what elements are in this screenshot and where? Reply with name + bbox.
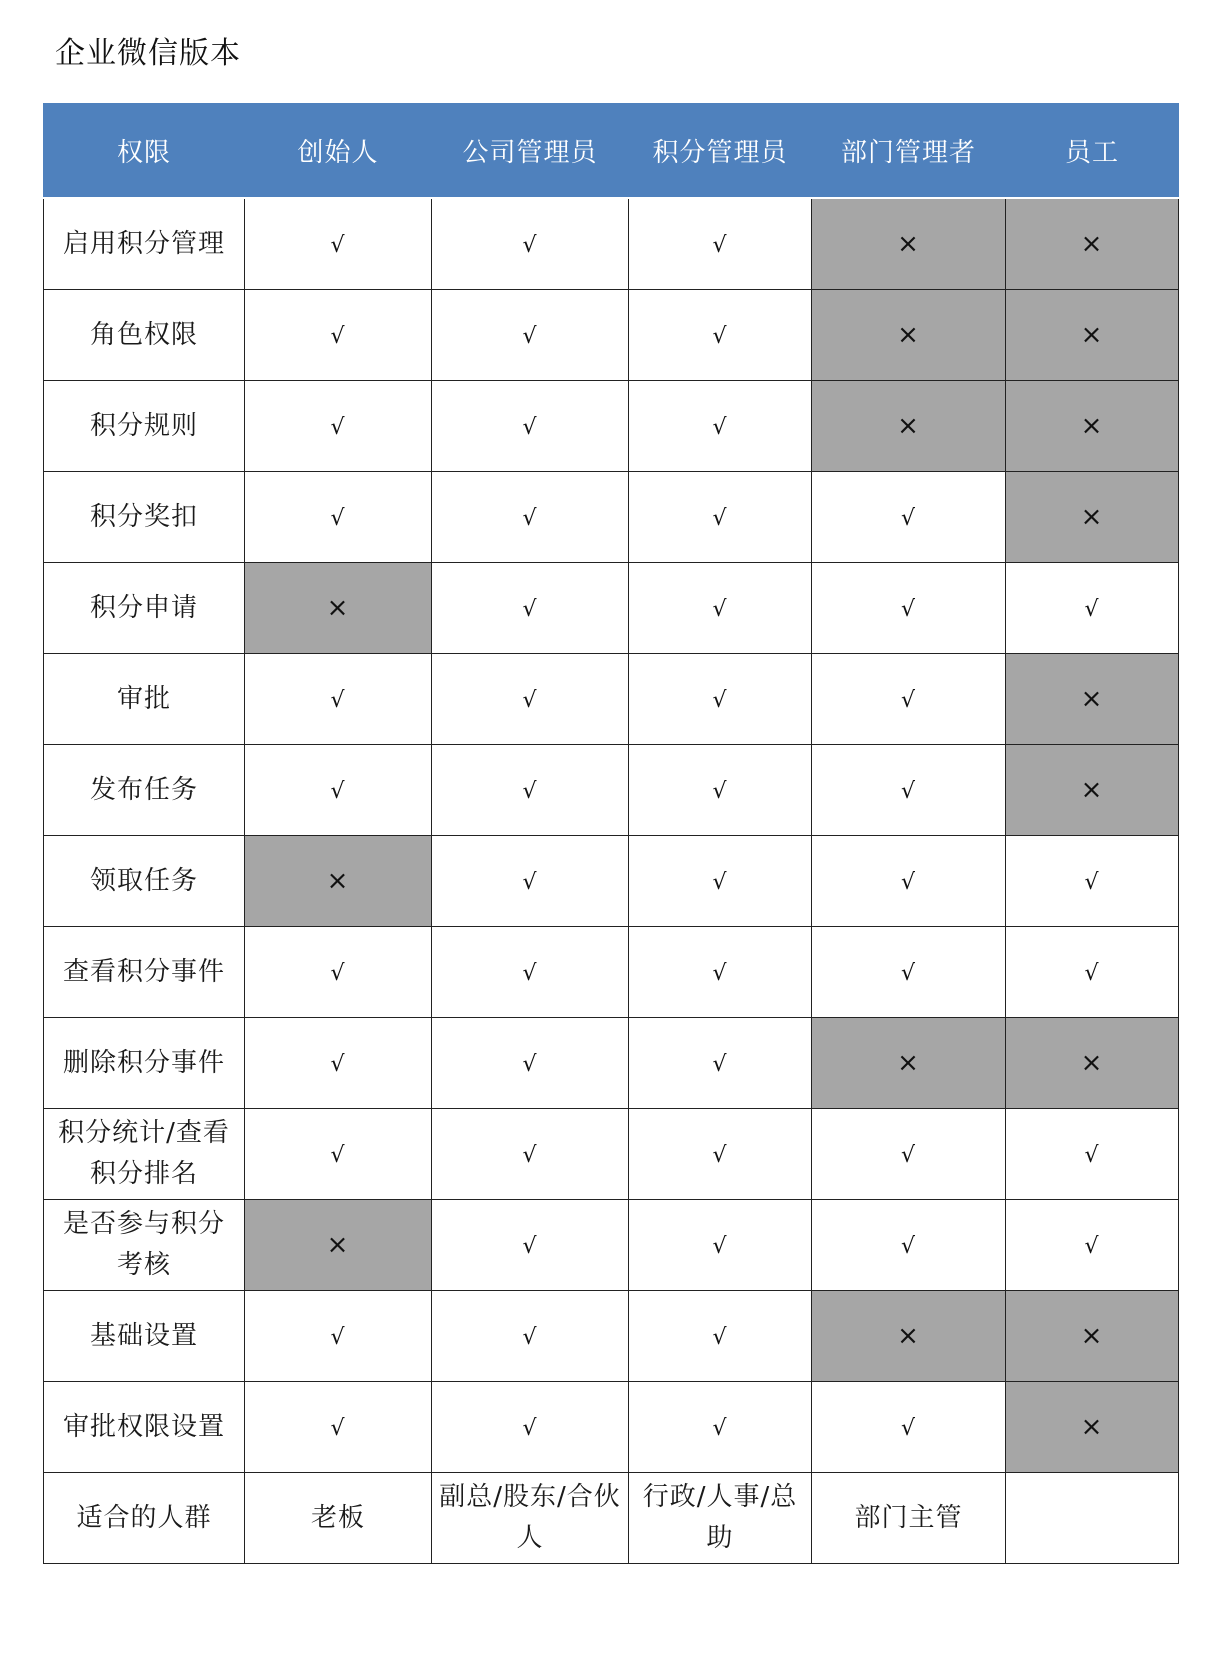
cross-icon: ×: [1080, 410, 1104, 441]
check-icon: √: [712, 1142, 728, 1168]
cell-employee: [1006, 290, 1179, 381]
check-icon: √: [1084, 1233, 1100, 1259]
check-icon: √: [522, 1051, 538, 1077]
table-row-audience: [44, 1473, 1179, 1564]
cross-icon: ×: [1080, 1047, 1104, 1078]
cross-icon: ×: [1080, 1411, 1104, 1442]
table-row: [44, 563, 1179, 654]
cell-founder: [245, 654, 432, 745]
header-row: [44, 104, 1179, 199]
cell-company-admin: [432, 1382, 629, 1473]
cell-founder: [245, 1291, 432, 1382]
permission-name: 启用积分管理: [44, 198, 245, 290]
check-icon: √: [522, 505, 538, 531]
cell-points-admin: [629, 472, 812, 563]
check-icon: √: [330, 778, 346, 804]
header-points-admin: 积分管理员: [629, 104, 812, 199]
check-icon: √: [522, 687, 538, 713]
page-title: 企业微信版本: [55, 36, 241, 71]
table-row: [44, 1291, 1179, 1382]
check-icon: √: [522, 960, 538, 986]
cell-founder: [245, 472, 432, 563]
audience-founder: 老板: [245, 1473, 432, 1564]
header-permission: 权限: [44, 104, 245, 199]
audience-company-admin: 副总/股东/合伙人: [432, 1473, 629, 1564]
check-icon: √: [330, 1142, 346, 1168]
cell-founder: [245, 381, 432, 472]
cell-points-admin: [629, 927, 812, 1018]
check-icon: √: [900, 1142, 917, 1168]
cell-company-admin: [432, 654, 629, 745]
check-icon: √: [1084, 596, 1100, 622]
table-row: [44, 472, 1179, 563]
table-row: [44, 1018, 1179, 1109]
audience-dept-manager: 部门主管: [812, 1473, 1006, 1564]
check-icon: √: [712, 1324, 728, 1350]
cell-dept-manager: [812, 745, 1006, 836]
cell-company-admin: [432, 1109, 629, 1200]
table-row: [44, 1109, 1179, 1200]
cell-company-admin: [432, 472, 629, 563]
check-icon: √: [712, 1415, 728, 1441]
cell-founder: [245, 745, 432, 836]
cell-points-admin: [629, 1109, 812, 1200]
check-icon: √: [712, 960, 728, 986]
permission-name: 查看积分事件: [44, 927, 245, 1018]
table-row: [44, 1382, 1179, 1473]
cell-dept-manager: [812, 563, 1006, 654]
check-icon: √: [900, 869, 917, 895]
cell-founder: [245, 198, 432, 290]
cell-dept-manager: [812, 836, 1006, 927]
check-icon: √: [522, 323, 538, 349]
cell-dept-manager: [812, 1018, 1006, 1109]
cross-icon: ×: [897, 319, 920, 350]
check-icon: √: [712, 232, 728, 258]
check-icon: √: [712, 596, 728, 622]
permission-name: 审批权限设置: [44, 1382, 245, 1473]
cross-icon: ×: [1080, 501, 1104, 532]
permission-name: 是否参与积分考核: [44, 1200, 245, 1291]
cell-employee: [1006, 198, 1179, 290]
cell-founder: [245, 1382, 432, 1473]
cell-employee: [1006, 836, 1179, 927]
audience-label: 适合的人群: [44, 1473, 245, 1564]
cell-founder: [245, 927, 432, 1018]
cell-employee: [1006, 1018, 1179, 1109]
check-icon: √: [1084, 960, 1100, 986]
check-icon: √: [330, 232, 346, 258]
table-row: [44, 1200, 1179, 1291]
audience-employee: [1006, 1473, 1179, 1564]
check-icon: √: [522, 596, 538, 622]
cell-founder: [245, 1200, 432, 1291]
permission-name: 审批: [44, 654, 245, 745]
check-icon: √: [330, 505, 346, 531]
check-icon: √: [1084, 869, 1100, 895]
cell-points-admin: [629, 1200, 812, 1291]
cross-icon: ×: [326, 592, 350, 623]
cell-founder: [245, 836, 432, 927]
cell-points-admin: [629, 381, 812, 472]
permission-name: 领取任务: [44, 836, 245, 927]
check-icon: √: [330, 1324, 346, 1350]
cell-company-admin: [432, 381, 629, 472]
cell-company-admin: [432, 745, 629, 836]
cell-points-admin: [629, 1382, 812, 1473]
permission-name: 发布任务: [44, 745, 245, 836]
check-icon: √: [900, 960, 917, 986]
table-row: [44, 198, 1179, 290]
cross-icon: ×: [326, 1229, 350, 1260]
table-row: [44, 290, 1179, 381]
permission-name: 删除积分事件: [44, 1018, 245, 1109]
cell-employee: [1006, 927, 1179, 1018]
cell-dept-manager: [812, 927, 1006, 1018]
cross-icon: ×: [897, 1047, 920, 1078]
cell-company-admin: [432, 1291, 629, 1382]
check-icon: √: [522, 778, 538, 804]
cell-employee: [1006, 563, 1179, 654]
cell-company-admin: [432, 290, 629, 381]
check-icon: √: [900, 687, 917, 713]
cross-icon: ×: [897, 228, 920, 259]
cell-employee: [1006, 381, 1179, 472]
check-icon: √: [712, 1233, 728, 1259]
table-row: [44, 654, 1179, 745]
cross-icon: ×: [1080, 1320, 1104, 1351]
cell-employee: [1006, 654, 1179, 745]
cell-company-admin: [432, 563, 629, 654]
check-icon: √: [522, 232, 538, 258]
cell-dept-manager: [812, 290, 1006, 381]
cell-dept-manager: [812, 198, 1006, 290]
cell-points-admin: [629, 1291, 812, 1382]
cross-icon: ×: [1080, 774, 1104, 805]
cross-icon: ×: [1080, 228, 1104, 259]
cell-dept-manager: [812, 1109, 1006, 1200]
cross-icon: ×: [897, 1320, 920, 1351]
check-icon: √: [712, 414, 728, 440]
check-icon: √: [522, 1233, 538, 1259]
table-body: [44, 198, 1179, 1564]
table-row: [44, 745, 1179, 836]
check-icon: √: [712, 687, 728, 713]
check-icon: √: [522, 1324, 538, 1350]
cell-founder: [245, 290, 432, 381]
permission-table: [43, 103, 1179, 1564]
permission-name: 基础设置: [44, 1291, 245, 1382]
check-icon: √: [330, 1415, 346, 1441]
cell-dept-manager: [812, 654, 1006, 745]
check-icon: √: [330, 323, 346, 349]
check-icon: √: [330, 414, 346, 440]
check-icon: √: [522, 414, 538, 440]
cell-employee: [1006, 745, 1179, 836]
cell-company-admin: [432, 927, 629, 1018]
cell-points-admin: [629, 563, 812, 654]
check-icon: √: [330, 1051, 346, 1077]
check-icon: √: [330, 960, 346, 986]
cell-company-admin: [432, 198, 629, 290]
audience-points-admin: 行政/人事/总助: [629, 1473, 812, 1564]
permission-name: 角色权限: [44, 290, 245, 381]
cell-company-admin: [432, 1018, 629, 1109]
cell-points-admin: [629, 198, 812, 290]
check-icon: √: [1084, 1142, 1100, 1168]
permission-name: 积分奖扣: [44, 472, 245, 563]
check-icon: √: [522, 869, 538, 895]
cell-employee: [1006, 1382, 1179, 1473]
cell-founder: [245, 563, 432, 654]
permission-name: 积分统计/查看积分排名: [44, 1109, 245, 1200]
cell-founder: [245, 1018, 432, 1109]
cell-company-admin: [432, 1200, 629, 1291]
cross-icon: ×: [1080, 319, 1104, 350]
check-icon: √: [900, 1415, 917, 1441]
cell-employee: [1006, 1200, 1179, 1291]
cell-dept-manager: [812, 1200, 1006, 1291]
check-icon: √: [900, 505, 917, 531]
cell-founder: [245, 1109, 432, 1200]
cross-icon: ×: [326, 865, 350, 896]
check-icon: √: [522, 1142, 538, 1168]
cell-employee: [1006, 1109, 1179, 1200]
check-icon: √: [712, 869, 728, 895]
cell-points-admin: [629, 654, 812, 745]
cell-points-admin: [629, 1018, 812, 1109]
cross-icon: ×: [897, 410, 920, 441]
cell-employee: [1006, 472, 1179, 563]
check-icon: √: [712, 323, 728, 349]
permission-name: 积分申请: [44, 563, 245, 654]
check-icon: √: [712, 778, 728, 804]
check-icon: √: [522, 1415, 538, 1441]
table-row: [44, 836, 1179, 927]
check-icon: √: [330, 687, 346, 713]
table-row: [44, 381, 1179, 472]
cell-dept-manager: [812, 1291, 1006, 1382]
header-dept-manager: 部门管理者: [812, 104, 1006, 199]
check-icon: √: [712, 505, 728, 531]
check-icon: √: [900, 778, 917, 804]
cell-company-admin: [432, 836, 629, 927]
cell-points-admin: [629, 745, 812, 836]
cell-dept-manager: [812, 1382, 1006, 1473]
permission-name: 积分规则: [44, 381, 245, 472]
cross-icon: ×: [1080, 683, 1104, 714]
cell-dept-manager: [812, 381, 1006, 472]
check-icon: √: [900, 1233, 917, 1259]
table-header: [44, 104, 1179, 199]
header-employee: 员工: [1006, 104, 1179, 199]
cell-dept-manager: [812, 472, 1006, 563]
table-row: [44, 927, 1179, 1018]
cell-points-admin: [629, 290, 812, 381]
cell-employee: [1006, 1291, 1179, 1382]
cell-points-admin: [629, 836, 812, 927]
check-icon: √: [712, 1051, 728, 1077]
header-company-admin: 公司管理员: [432, 104, 629, 199]
check-icon: √: [900, 596, 917, 622]
header-founder: 创始人: [245, 104, 432, 199]
